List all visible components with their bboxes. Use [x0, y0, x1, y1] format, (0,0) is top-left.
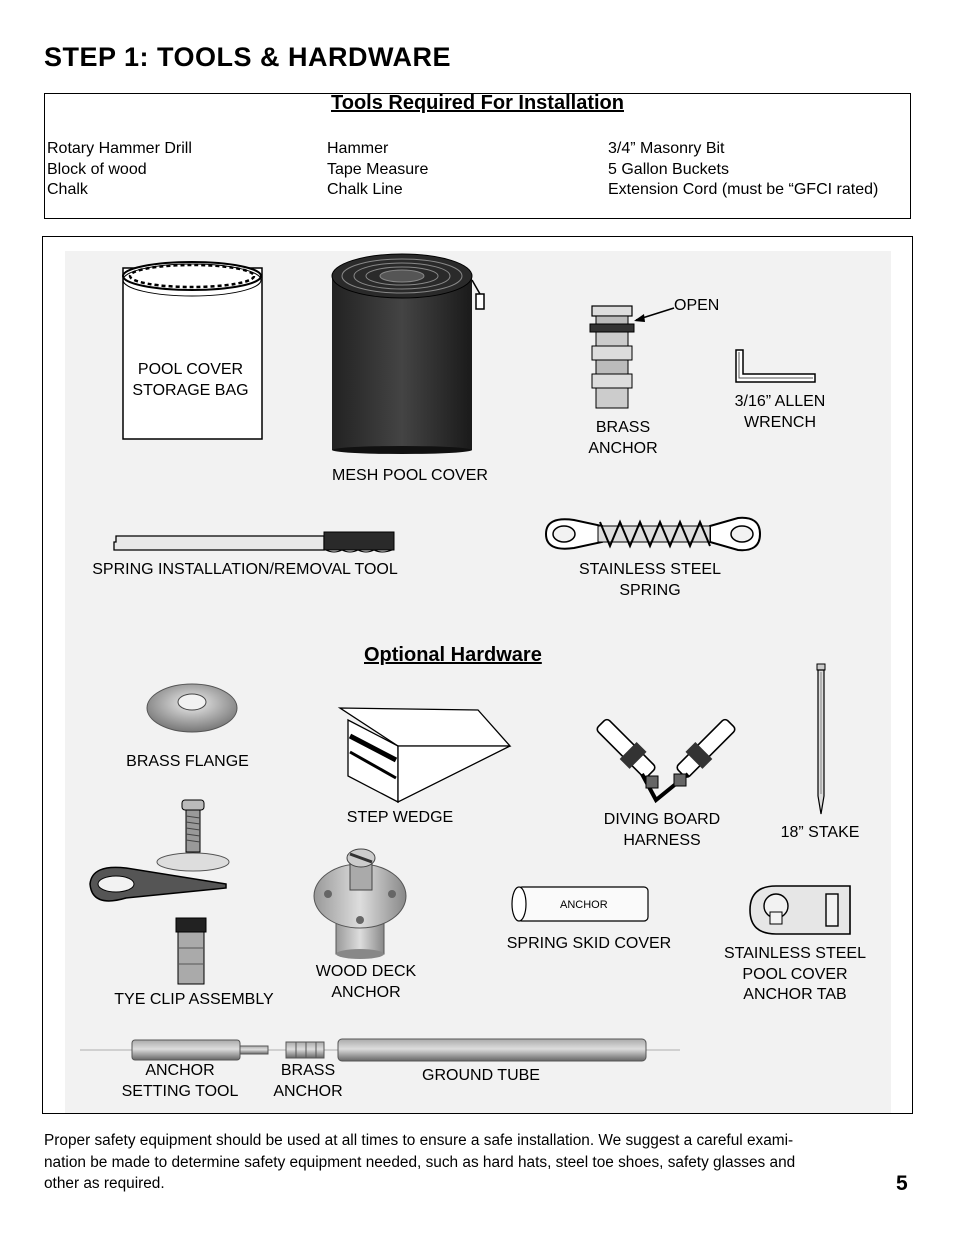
tools-heading: Tools Required For Installation [331, 92, 624, 114]
bottom-row-illustration [80, 1036, 686, 1064]
tye-clip-label: TYE CLIP ASSEMBLY [114, 991, 274, 1008]
safety-note: Proper safety equipment should be used at all times to ensure a safe installation. We suggest a careful exami- nation be made to determine safety equipment needed, such as hard hats, steel toe shoes, safety glasses and other as required. [44, 1132, 796, 1192]
step-wedge-label: STEP WEDGE [346, 809, 454, 826]
tool-item: 5 Gallon Buckets [608, 161, 729, 178]
spring-tool-illustration [112, 528, 398, 554]
open-label: OPEN [674, 297, 720, 314]
diving-harness-label: DIVING BOARD HARNESS [603, 811, 721, 849]
tool-item: 3/4” Masonry Bit [608, 140, 725, 157]
brass-anchor-illustration [588, 298, 678, 412]
tool-item: Chalk Line [327, 181, 403, 198]
tools-required-box [44, 93, 911, 219]
mesh-cover-illustration [330, 252, 490, 456]
brass-flange-label: BRASS FLANGE [126, 753, 249, 770]
storage-bag-label: POOL COVER STORAGE BAG [132, 361, 249, 399]
optional-heading: Optional Hardware [364, 644, 542, 666]
ground-tube-label: GROUND TUBE [422, 1067, 540, 1084]
page-title: STEP 1: TOOLS & HARDWARE [44, 42, 452, 72]
brass-anchor-bottom-label: BRASS ANCHOR [273, 1062, 343, 1100]
steel-spring-illustration [542, 512, 764, 556]
tool-item: Chalk [47, 181, 88, 198]
anchor-tab-illustration [748, 882, 854, 938]
step-wedge-illustration [338, 706, 514, 804]
skid-cover-stamp: ANCHOR [560, 899, 608, 911]
anchor-tab-label: STAINLESS STEEL POOL COVER ANCHOR TAB [724, 945, 866, 1003]
stake-label: 18” STAKE [780, 824, 860, 841]
tool-item: Extension Cord (must be “GFCI rated) [608, 181, 879, 198]
wood-deck-anchor-illustration [310, 844, 406, 958]
diving-harness-illustration [584, 712, 748, 808]
page-number: 5 [896, 1172, 908, 1195]
tool-item: Block of wood [47, 161, 147, 178]
storage-bag-illustration [120, 256, 266, 442]
tool-item: Rotary Hammer Drill [47, 140, 192, 157]
tye-clip-illustration [86, 798, 232, 990]
brass-anchor-label: BRASS ANCHOR [588, 419, 658, 457]
mesh-cover-label: MESH POOL COVER [332, 467, 488, 484]
stake-illustration [812, 662, 830, 816]
skid-cover-illustration [510, 884, 652, 924]
skid-cover-label: SPRING SKID COVER [506, 935, 672, 952]
spring-tool-label: SPRING INSTALLATION/REMOVAL TOOL [92, 561, 398, 578]
allen-wrench-illustration [733, 348, 819, 384]
tool-item: Hammer [327, 140, 389, 157]
tool-item: Tape Measure [327, 161, 429, 178]
allen-wrench-label: 3/16” ALLEN WRENCH [734, 393, 826, 431]
brass-flange-illustration [145, 682, 241, 736]
setting-tool-label: ANCHOR SETTING TOOL [121, 1062, 239, 1100]
wood-deck-anchor-label: WOOD DECK ANCHOR [315, 963, 417, 1001]
steel-spring-label: STAINLESS STEEL SPRING [579, 561, 721, 599]
